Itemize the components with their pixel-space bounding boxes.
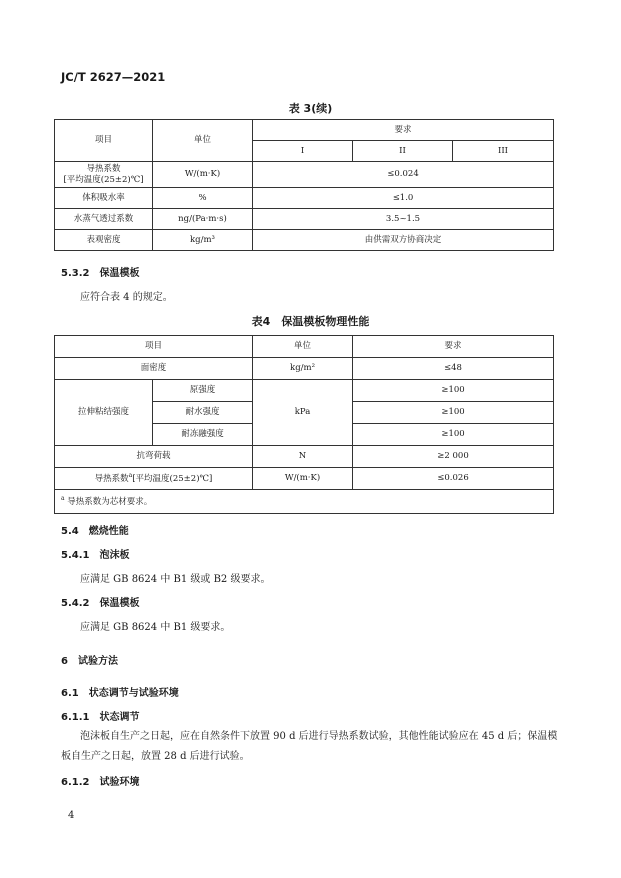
table3-cell-item: 体积吸水率 (55, 188, 153, 209)
table4-cell-item: 导热系数$^a$[平均温度(25±2)℃] (55, 468, 253, 490)
section-6-1-heading: 6.1 状态调节与试验环境 (61, 688, 179, 699)
section-5-3-2-text: 应符合表 4 的规定。 (80, 292, 173, 303)
section-5-4-2-text: 应满足 GB 8624 中 B1 级要求。 (80, 622, 231, 633)
table4-cell-value: ≥100 (353, 424, 554, 446)
table3-cell-value: 由供需双方协商决定 (253, 230, 554, 251)
table-row (55, 230, 554, 251)
section-5-4-1-text: 应满足 GB 8624 中 B1 级或 B2 级要求。 (80, 574, 271, 585)
table4-bond-sub: 耐冻融强度 (153, 424, 253, 446)
section-6-1-1-text: 泡沫板自生产之日起，应在自然条件下放置 90 d 后进行导热系数试验，其他性能试验应在 45 d 后；保温模板自生产之日起，放置 28 d 后进行试验。 (61, 731, 558, 762)
table-row (55, 358, 554, 380)
table4-cell-value: ≥2 000 (353, 446, 554, 468)
section-6-1-2-heading: 6.1.2 试验环境 (61, 777, 140, 788)
section-6-1-1-heading: 6.1.1 状态调节 (61, 712, 140, 723)
table4-cell-item: 抗弯荷载 (55, 446, 253, 468)
page-number: 4 (68, 810, 75, 821)
table3-head-grade-1: I (253, 141, 353, 162)
table3-cell-unit: kg/m³ (153, 230, 253, 251)
table4-cell-unit: kg/m² (253, 358, 353, 380)
table3 (54, 119, 554, 251)
table4 (54, 335, 554, 514)
table3-cell-item: 表观密度 (55, 230, 153, 251)
table4-cell-value: ≤48 (353, 358, 554, 380)
table3-head-item: 项目 (55, 120, 153, 162)
table3-head-grade-3: III (453, 141, 554, 162)
table3-cell-unit: W/(m·K) (153, 162, 253, 188)
table4-cell-value: ≥100 (353, 402, 554, 424)
table-row (55, 380, 554, 402)
section-5-4-heading: 5.4 燃烧性能 (61, 526, 129, 537)
section-5-3-2-heading: 5.3.2 保温模板 (61, 268, 140, 279)
table4-head-item: 项目 (55, 336, 253, 358)
table3-cell-unit: % (153, 188, 253, 209)
table3-caption: 表 3(续) (288, 102, 333, 115)
table3-head-unit: 单位 (153, 120, 253, 162)
table-row (55, 446, 554, 468)
table-row (55, 209, 554, 230)
table4-cell-item: 面密度 (55, 358, 253, 380)
table-row (55, 490, 554, 514)
table3-cell-value: ≤0.024 (253, 162, 554, 188)
table4-head-unit: 单位 (253, 336, 353, 358)
table4-bond-sub: 原强度 (153, 380, 253, 402)
table4-caption: 表4 保温模板物理性能 (251, 315, 370, 328)
table-row (55, 188, 554, 209)
table4-cell-unit: W/(m·K) (253, 468, 353, 490)
table4-cell-value: ≥100 (353, 380, 554, 402)
table4-bond-sub: 耐水强度 (153, 402, 253, 424)
table4-cell-unit: N (253, 446, 353, 468)
table3-cell-item: 水蒸气透过系数 (55, 209, 153, 230)
standard-code: JC/T 2627—2021 (61, 70, 166, 84)
table4-head-req: 要求 (353, 336, 554, 358)
table4-bond-unit: kPa (253, 380, 353, 446)
table3-cell-item: 导热系数 [平均温度(25±2)℃] (55, 162, 153, 188)
table-row (55, 162, 554, 188)
table4-bond-label: 拉伸粘结强度 (55, 380, 153, 446)
table4-cell-value: ≤0.026 (353, 468, 554, 490)
section-5-4-2-heading: 5.4.2 保温模板 (61, 598, 140, 609)
table3-cell-value: 3.5~1.5 (253, 209, 554, 230)
table3-cell-unit: ng/(Pa·m·s) (153, 209, 253, 230)
table4-footnote: $^a$ 导热系数为芯材要求。 (55, 490, 554, 514)
section-5-4-1-heading: 5.4.1 泡沫板 (61, 550, 130, 561)
table3-head-req: 要求 (253, 120, 554, 141)
table3-cell-value: ≤1.0 (253, 188, 554, 209)
table-row (55, 468, 554, 490)
table3-head-grade-2: II (353, 141, 453, 162)
section-6-heading: 6 试验方法 (61, 656, 118, 667)
